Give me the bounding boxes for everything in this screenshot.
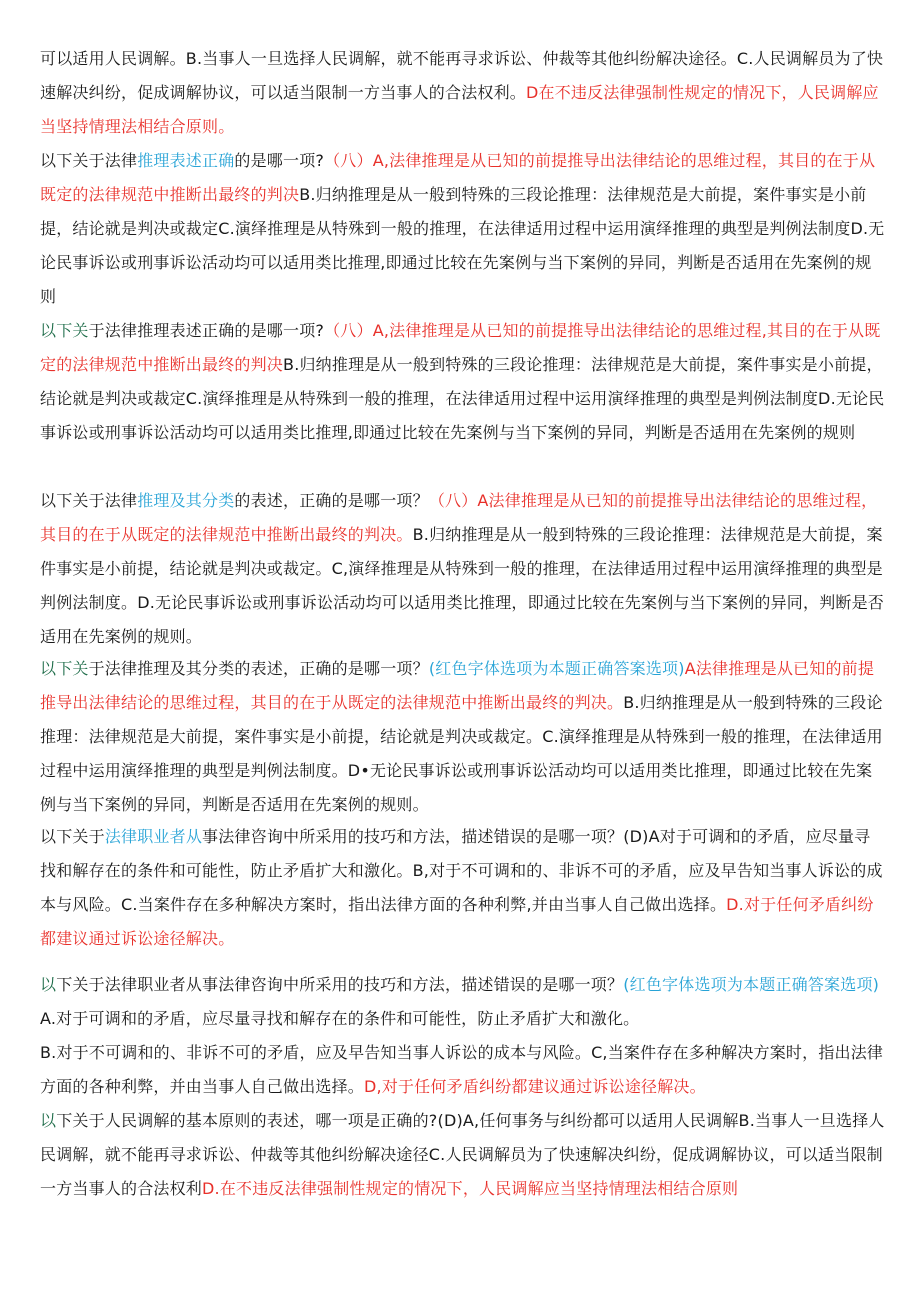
text-span: A.对于可调和的矛盾，应尽量寻找和解存在的条件和可能性，防止矛盾扩大和激化。	[40, 1009, 640, 1028]
text-span: 以下关于法律	[40, 151, 138, 170]
text-span: 可以适用人民调解。B.当事人一旦选择人民调解，就不能再寻求诉讼、仲裁等其他纠纷解决途径。C.人民调解员为了快速解决纠纷，促成调解协议，可以适当限制一方当事人的合法权利。	[40, 49, 884, 102]
text-span: B.归纳推理是从一般到特殊的三段论推理：法律规范是大前提，案件事实是小前提，结论就是判决或裁定。C.演绎推理是从特殊到一般的推理，在法律适用过程中运用演绎推理的典型是判例法制度。D•无论民事诉讼或刑事诉讼活动均可以适用类比推理，即通过比较在先案例与当下案例的异同，判断是否适用在先案例的规则。	[40, 693, 883, 814]
text-span: B.归纳推理是从一般到特殊的三段论推理：法律规范是大前提，案件事实是小前提，结论就是判决或裁定C.演绎推理是从特殊到一般的推理，在法律适用过程中运用演绎推理的典型是判例法制度D.无论民事诉讼或刑事诉讼活动均可以适用类比推理,即通过比较在先案例与当下案例的异同，判断是否适用在先案例的规则	[40, 185, 885, 306]
paragraph-4	[40, 484, 885, 654]
answer-text-span: （八）A,法律推理是从已知的前提推导出法律结论的思维过程,其目的在于从既定的法律规范中推断出最终的判决	[40, 321, 881, 374]
text-span: 于法律推理表述正确的是哪一项?	[88, 321, 325, 340]
highlight-text-span: 以	[40, 975, 57, 994]
paragraph-6	[40, 820, 885, 956]
text-span: 的表述，正确的是哪一项？	[234, 491, 429, 510]
highlight-text-span: 推理表述正确	[137, 151, 235, 170]
highlight-text-span: 法律职业者从	[104, 827, 203, 846]
paragraph-1	[40, 42, 885, 144]
text-span: 以下关于	[40, 827, 105, 846]
text-span: 的是哪一项?	[234, 151, 325, 170]
highlight-text-span: 以下关	[40, 321, 89, 340]
highlight-text-span: 以	[40, 1111, 57, 1130]
paragraph-3	[40, 314, 885, 450]
answer-text-span: D.对于任何矛盾纠纷都建议通过诉讼途径解决。	[40, 895, 874, 948]
answer-text-span: D在不违反法律强制性规定的情况下，人民调解应当坚持情理法相结合原则。	[40, 83, 879, 136]
answer-key-note: (红色字体选项为本题正确答案选项)	[428, 659, 685, 678]
paragraph-9	[40, 1104, 885, 1206]
highlight-text-span: 以下关	[40, 659, 89, 678]
paragraph-2	[40, 144, 885, 314]
paragraph-5	[40, 652, 885, 822]
text-span: 下关于人民调解的基本原则的表述，哪一项是正确的?(D)A,任何事务与纠纷都可以适用人民调解B.当事人一旦选择人民调解，就不能再寻求诉讼、仲裁等其他纠纷解决途径C.人民调解员为了快速解决纠纷，促成调解协议，可以适当限制一方当事人的合法权利	[40, 1111, 885, 1198]
answer-text-span: （八）A,法律推理是从已知的前提推导出法律结论的思维过程，其目的在于从既定的法律规范中推断出最终的判决	[40, 151, 876, 204]
paragraph-7	[40, 968, 885, 1036]
answer-text-span: A法律推理是从已知的前提推导出法律结论的思维过程，其目的在于从既定的法律规范中推断出最终的判决。	[40, 659, 875, 712]
text-span: 下关于法律职业者从事法律咨询中所采用的技巧和方法，描述错误的是哪一项？	[56, 975, 624, 994]
highlight-text-span: 推理及其分类	[137, 491, 235, 510]
answer-key-note: (红色字体选项为本题正确答案选项)	[623, 975, 880, 994]
answer-text-span: D.在不违反法律强制性规定的情况下，人民调解应当坚持情理法相结合原则	[202, 1179, 739, 1198]
text-span: B.对于不可调和的、非诉不可的矛盾，应及早告知当事人诉讼的成本与风险。C,当案件存在多种解决方案时，指出法律方面的各种利弊，并由当事人自己做出选择。	[40, 1043, 884, 1096]
answer-text-span: （八）A法律推理是从已知的前提推导出法律结论的思维过程，其目的在于从既定的法律规范中推断出最终的判决。	[40, 491, 878, 544]
text-span: 以下关于法律	[40, 491, 138, 510]
paragraph-8	[40, 1036, 885, 1104]
text-span: B.归纳推理是从一般到特殊的三段论推理：法律规范是大前提，案件事实是小前提，结论就是判决或裁定C.演绎推理是从特殊到一般的推理，在法律适用过程中运用演绎推理的典型是判例法制度D.无论民事诉讼或刑事诉讼活动均可以适用类比推理,即通过比较在先案例与当下案例的异同，判断是否适用在先案例的规则	[40, 355, 885, 442]
text-span: B.归纳推理是从一般到特殊的三段论推理：法律规范是大前提，案件事实是小前提，结论就是判决或裁定。C,演绎推理是从特殊到一般的推理，在法律适用过程中运用演绎推理的典型是判例法制度。D.无论民事诉讼或刑事诉讼活动均可以适用类比推理，即通过比较在先案例与当下案例的异同，判断是否适用在先案例的规则。	[40, 525, 885, 646]
text-span: 于法律推理及其分类的表述，正确的是哪一项？	[88, 659, 429, 678]
answer-text-span: D,对于任何矛盾纠纷都建议通过诉讼途径解决。	[364, 1077, 706, 1096]
text-span: 事法律咨询中所采用的技巧和方法，描述错误的是哪一项？(D)A对于可调和的矛盾，应尽量寻找和解存在的条件和可能性，防止矛盾扩大和激化。B,对于不可调和的、非诉不可的矛盾，应及早告知当事人诉讼的成本与风险。C.当案件存在多种解决方案时，指出法律方面的各种利弊,并由当事人自己做出选择。	[40, 827, 883, 914]
